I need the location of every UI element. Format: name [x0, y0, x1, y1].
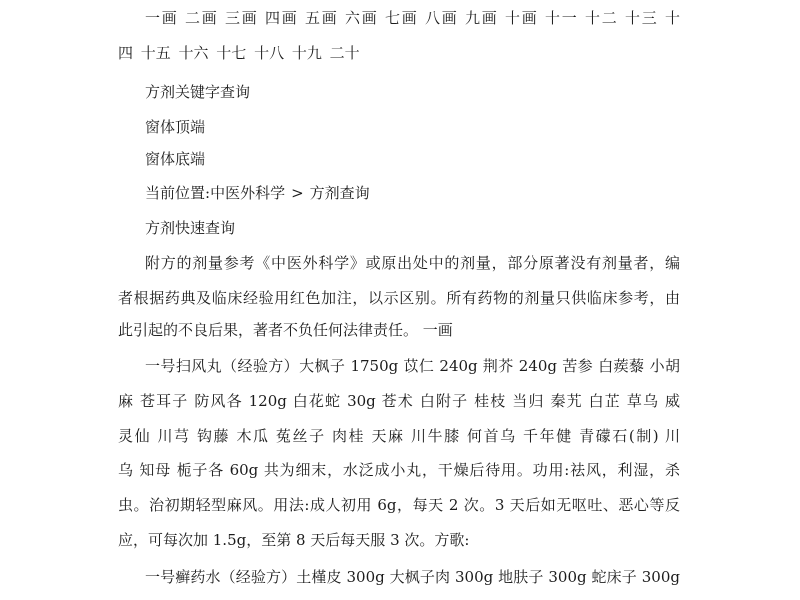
- paragraph-line: 附方的剂量参考《中医外科学》或原出处中的剂量，部分原著没有剂量者，编: [145, 254, 680, 272]
- paragraph-line: 应，可每次加 1.5g，至第 8 天后每天服 3 次。方歌:: [118, 531, 470, 549]
- stroke-index-line: 一画 二画 三画 四画 五画 六画 七画 八画 九画 十画 十一 十二 十三 十: [145, 9, 680, 27]
- breadcrumb-label: 当前位置:: [145, 184, 211, 202]
- paragraph-line: 此引起的不良后果，著者不负任何法律责任。 一画: [118, 321, 453, 339]
- form-top-marker: 窗体顶端: [145, 118, 206, 136]
- paragraph-line: 虫。治初期轻型麻风。用法:成人初用 6g，每天 2 次。3 天后如无呕吐、恶心等反: [118, 496, 680, 514]
- paragraph-line: 者根据药典及临床经验用红色加注，以示区别。所有药物的剂量只供临床参考，由: [118, 289, 680, 307]
- form-bottom-marker: 窗体底端: [145, 150, 206, 168]
- paragraph-line: 一号扫风丸（经验方）大枫子 1750g 苡仁 240g 荆芥 240g 苦参 白蒺藜 小胡: [145, 357, 680, 375]
- breadcrumb: [145, 176, 680, 210]
- breadcrumb-separator: >: [291, 184, 304, 202]
- stroke-index-line: 四 十五 十六 十七 十八 十九 二十: [118, 44, 360, 62]
- quick-search-title: 方剂快速查询: [145, 219, 236, 237]
- breadcrumb-item: 中医外科学: [210, 184, 286, 202]
- keyword-search-title: 方剂关键字查询: [145, 83, 251, 101]
- paragraph-line: 麻 苍耳子 防风各 120g 白花蛇 30g 苍术 白附子 桂枝 当归 秦艽 白芷 草乌 威: [118, 392, 680, 410]
- paragraph-line: 灵仙 川芎 钩藤 木瓜 菟丝子 肉桂 天麻 川牛膝 何首乌 千年健 青礞石(制) 川: [118, 427, 680, 445]
- paragraph-line: 一号癣药水（经验方）土槿皮 300g 大枫子肉 300g 地肤子 300g 蛇床子 300g: [145, 568, 680, 586]
- breadcrumb-item: 方剂查询: [309, 184, 370, 202]
- paragraph-line: 乌 知母 栀子各 60g 共为细末，水泛成小丸，干燥后待用。功用:祛风，利湿，杀: [118, 461, 680, 479]
